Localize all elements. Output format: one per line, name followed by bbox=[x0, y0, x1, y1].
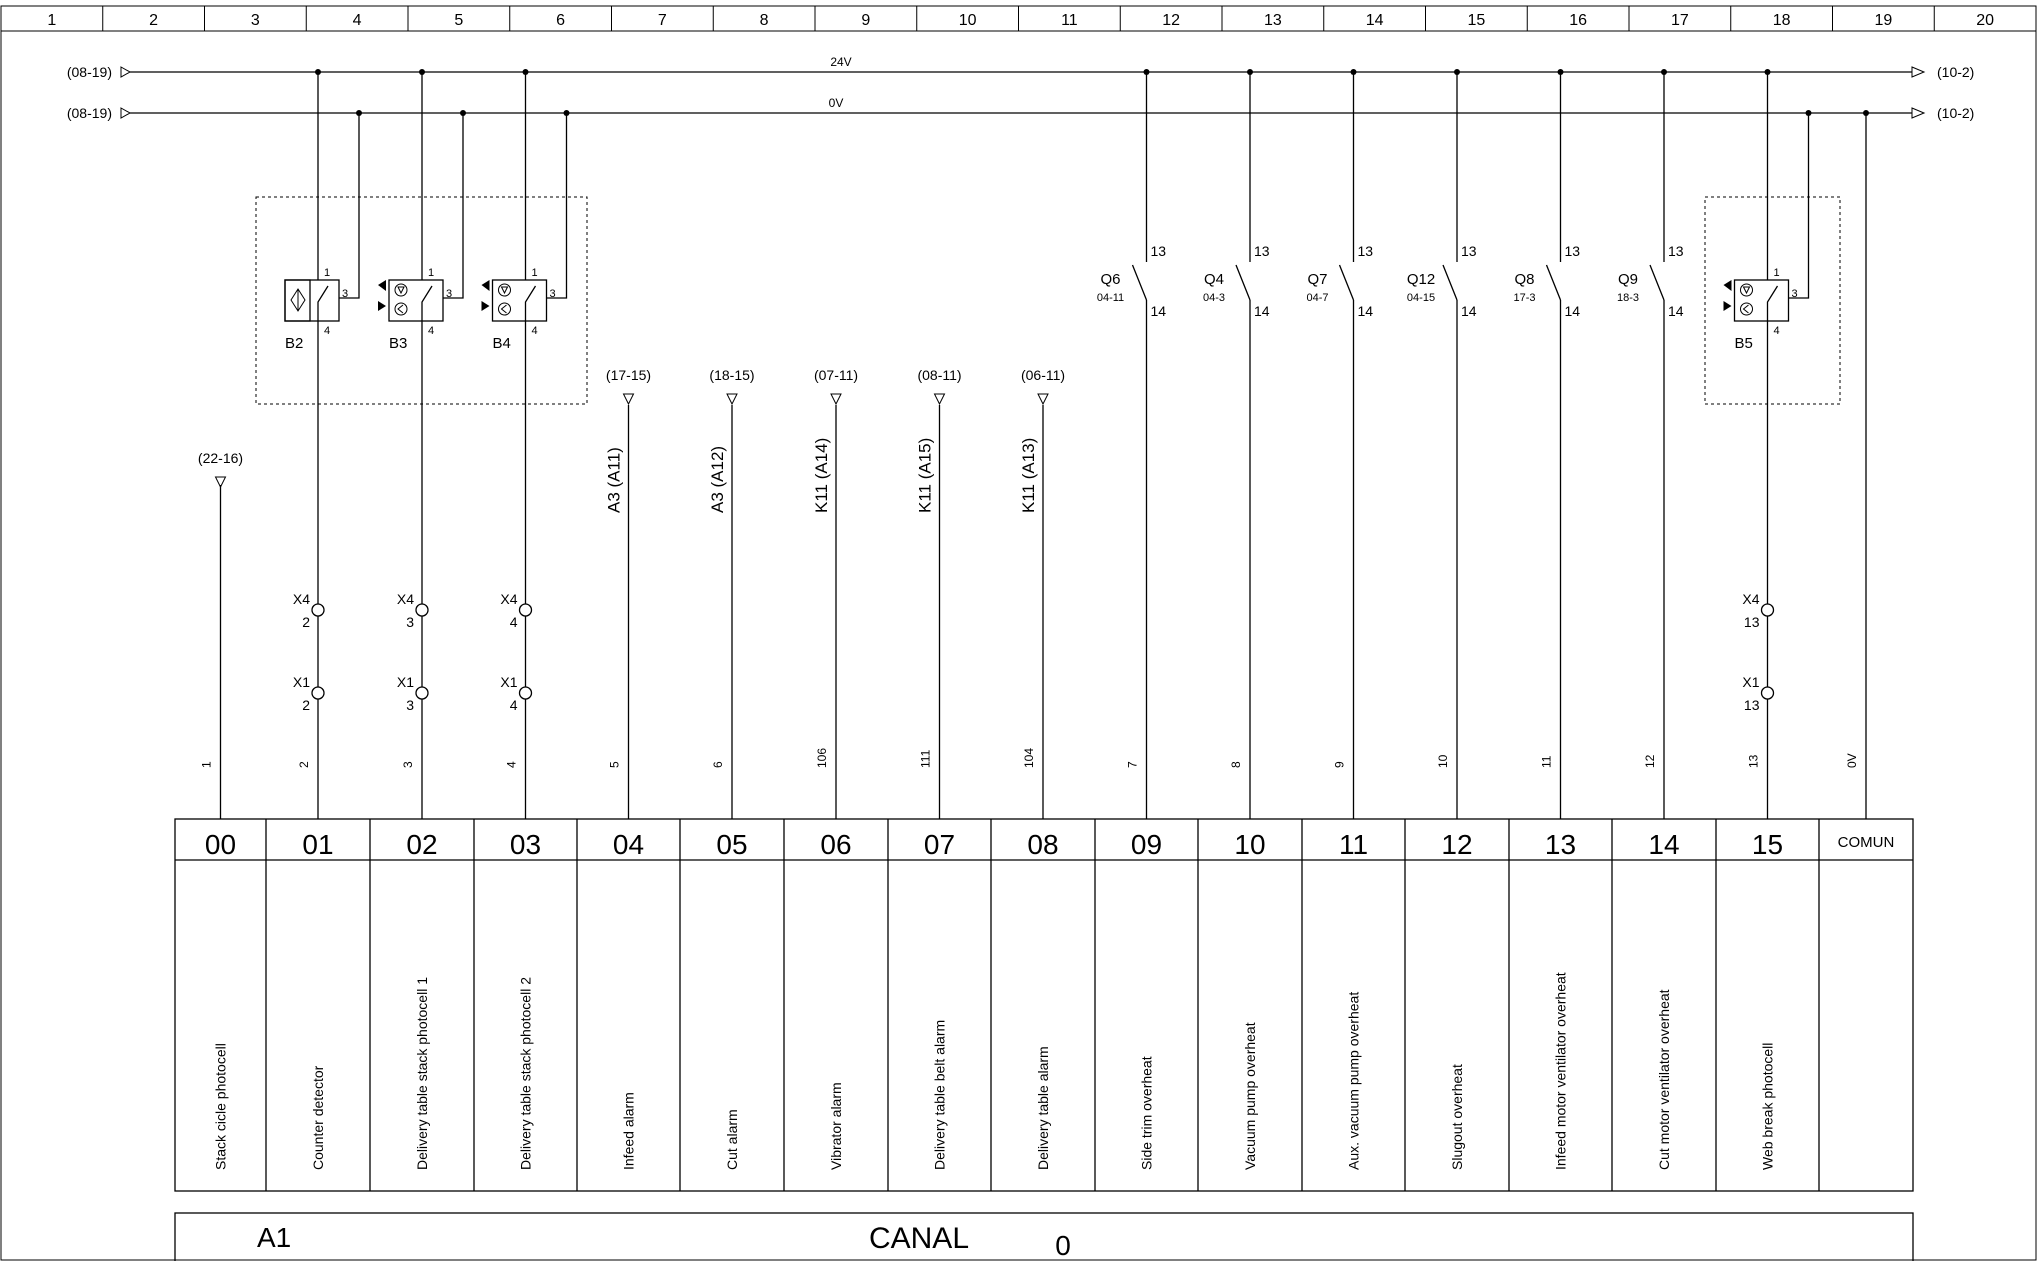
photocell-receiver-arrow-icon bbox=[378, 301, 386, 311]
photocell-emitter-glyph bbox=[502, 287, 508, 293]
cross-reference-arrow-icon bbox=[1038, 394, 1048, 404]
breaker-q7 bbox=[1306, 243, 1373, 319]
terminal-x1 bbox=[1742, 674, 1773, 713]
terminal-x1 bbox=[500, 674, 531, 713]
breaker-ref: 04-11 bbox=[1096, 292, 1125, 304]
rail-24v-label: 24V bbox=[830, 55, 852, 69]
plc-channel-description: Stack cicle photocell bbox=[212, 1043, 229, 1170]
breaker-tag: Q8 bbox=[1514, 271, 1535, 288]
wire-number: 9 bbox=[1332, 761, 1347, 768]
wire-number: 104 bbox=[1022, 747, 1036, 768]
breaker-pin-bottom: 14 bbox=[1254, 303, 1270, 319]
sensor-pin-label: 4 bbox=[324, 325, 331, 337]
column-number: 5 bbox=[454, 12, 464, 29]
cross-reference bbox=[1019, 367, 1065, 513]
rail-24v-ref-out: (10-2) bbox=[1937, 64, 1975, 80]
wire-sensor-0v bbox=[443, 113, 463, 298]
column-number: 6 bbox=[556, 12, 566, 29]
cross-reference-label: (17-15) bbox=[605, 367, 652, 383]
plc-channel-description: Web break photocell bbox=[1759, 1042, 1776, 1170]
breaker-tag: Q6 bbox=[1100, 271, 1121, 288]
breaker-pin-top: 13 bbox=[1150, 243, 1167, 259]
breaker-ref: 04-7 bbox=[1306, 292, 1329, 304]
breaker-tag: Q12 bbox=[1406, 271, 1436, 288]
terminal-number: 3 bbox=[406, 614, 414, 630]
column-number: 11 bbox=[1061, 12, 1078, 29]
wire-number: 4 bbox=[504, 761, 519, 768]
plc-channel-number: 08 bbox=[1027, 829, 1059, 860]
terminal-x1 bbox=[293, 674, 324, 713]
wire-number: 106 bbox=[815, 747, 829, 768]
breaker-q8 bbox=[1513, 243, 1580, 319]
terminal-x4 bbox=[397, 591, 428, 630]
terminal-strip: X1 bbox=[292, 674, 310, 690]
sensor-output-contact bbox=[318, 286, 328, 321]
wire-sensor-0v bbox=[547, 113, 567, 298]
terminal-circle bbox=[312, 687, 324, 699]
breaker-pin-top: 13 bbox=[1564, 243, 1581, 259]
cross-references-layer bbox=[198, 367, 1065, 513]
breaker-ref: 04-3 bbox=[1202, 292, 1226, 304]
breaker-q6 bbox=[1097, 243, 1166, 319]
cross-reference-label: (06-11) bbox=[1020, 367, 1066, 383]
sensor-pin-label: 4 bbox=[1773, 325, 1780, 337]
column-number: 15 bbox=[1467, 12, 1486, 29]
plc-channel-description: Slugout overheat bbox=[1449, 1064, 1465, 1170]
sensor-body bbox=[493, 280, 547, 321]
plc-channel-number: 07 bbox=[923, 829, 956, 860]
wire-number: 7 bbox=[1125, 761, 1140, 768]
sensor-pin-label: 1 bbox=[428, 267, 435, 279]
terminal-strip: X1 bbox=[396, 674, 414, 690]
wire-number: 0V bbox=[1845, 753, 1859, 768]
terminal-number: 13 bbox=[1743, 697, 1760, 713]
sensor-output-contact bbox=[1768, 286, 1778, 321]
photocell-emitter-arrow-icon bbox=[482, 280, 490, 291]
photocell-receiver-arrow-icon bbox=[482, 301, 490, 311]
column-number: 9 bbox=[861, 12, 871, 29]
column-number: 7 bbox=[657, 12, 667, 29]
breaker-tag: Q4 bbox=[1203, 271, 1225, 288]
junction-dot bbox=[1661, 69, 1667, 75]
breaker-contact bbox=[1547, 265, 1561, 300]
terminal-strip: X4 bbox=[396, 591, 414, 607]
plc-module-channel: 0 bbox=[1055, 1230, 1071, 1261]
column-number: 2 bbox=[149, 12, 159, 29]
photocell-emitter-icon bbox=[1741, 284, 1753, 296]
cross-reference-device: A3 (A11) bbox=[604, 447, 624, 513]
cross-reference-device: K11 (A14) bbox=[812, 437, 831, 513]
plc-channel-number: 13 bbox=[1544, 829, 1577, 860]
plc-channel-description: Counter detector bbox=[310, 1065, 326, 1170]
plc-channel-number: 04 bbox=[612, 829, 645, 860]
photocell-emitter-arrow-icon bbox=[1724, 280, 1732, 291]
terminal-number: 2 bbox=[302, 614, 310, 630]
cross-reference bbox=[605, 367, 652, 513]
photocell-receiver-arrow-icon bbox=[1724, 301, 1732, 311]
cross-reference-label: (07-11) bbox=[813, 367, 859, 383]
terminal-number: 3 bbox=[406, 697, 414, 713]
breaker-ref: 17-3 bbox=[1513, 292, 1536, 304]
junction-dot bbox=[1454, 69, 1460, 75]
sensor-output-contact bbox=[526, 286, 536, 321]
terminal-strip: X1 bbox=[500, 674, 518, 690]
terminal-circle bbox=[312, 604, 324, 616]
plc-channel-number: 14 bbox=[1648, 829, 1680, 860]
terminals-layer bbox=[293, 591, 1774, 713]
photocell-emitter-arrow-icon bbox=[378, 280, 386, 291]
breaker-pin-bottom: 14 bbox=[1150, 303, 1167, 319]
junction-dot bbox=[1247, 69, 1253, 75]
sensor-tag: B4 bbox=[492, 335, 511, 352]
plc-channel-columns bbox=[205, 819, 1894, 1191]
sensor-tag: B3 bbox=[389, 335, 408, 352]
column-number: 10 bbox=[958, 12, 977, 29]
terminal-circle bbox=[416, 687, 428, 699]
plc-input-module bbox=[175, 819, 1913, 1261]
terminal-strip: X4 bbox=[500, 591, 518, 607]
sensor-tag: B2 bbox=[285, 335, 304, 352]
cross-reference bbox=[916, 367, 962, 513]
photocell-receiver-glyph bbox=[398, 305, 403, 313]
cross-reference-label: (22-16) bbox=[197, 450, 244, 466]
wire-number: 3 bbox=[401, 761, 415, 768]
plc-channel-description: Vacuum pump overheat bbox=[1242, 1022, 1258, 1170]
breaker-pin-top: 13 bbox=[1668, 243, 1684, 259]
plc-channel-number: 00 bbox=[204, 829, 237, 860]
plc-channel-description: Side trim overheat bbox=[1138, 1056, 1155, 1170]
wiring-layer bbox=[221, 69, 1870, 819]
terminal-x4 bbox=[293, 591, 324, 630]
plc-channel-description: Cut motor ventilator overheat bbox=[1656, 989, 1672, 1170]
sensor-pin-label: 3 bbox=[342, 288, 349, 300]
junction-dot bbox=[1765, 69, 1771, 75]
rail-0v bbox=[67, 96, 1975, 121]
sensor-b5 bbox=[1724, 267, 1798, 352]
breaker-contact bbox=[1133, 265, 1147, 300]
sensor-output-contact bbox=[422, 286, 432, 321]
terminal-circle bbox=[1762, 687, 1774, 699]
column-number: 8 bbox=[759, 12, 769, 29]
photocell-receiver-icon bbox=[1741, 303, 1753, 315]
sensor-pin-label: 4 bbox=[531, 325, 538, 337]
wire-sensor-0v bbox=[1789, 113, 1809, 298]
terminal-strip: X4 bbox=[292, 591, 310, 607]
breaker-pin-bottom: 14 bbox=[1564, 303, 1581, 319]
breaker-tag: Q7 bbox=[1307, 271, 1328, 288]
photocell-receiver-icon bbox=[499, 303, 511, 315]
wire-number: 6 bbox=[711, 761, 725, 768]
cross-reference-device: K11 (A13) bbox=[1019, 437, 1038, 513]
plc-channel-description: Aux. vacuum pump overheat bbox=[1345, 991, 1362, 1170]
terminal-strip: X4 bbox=[1742, 591, 1760, 607]
photocell-emitter-glyph bbox=[1744, 287, 1750, 293]
column-header bbox=[47, 6, 1994, 31]
breaker-pin-top: 13 bbox=[1357, 243, 1374, 259]
column-number: 16 bbox=[1569, 12, 1588, 29]
terminal-circle bbox=[1762, 604, 1774, 616]
cross-reference-arrow-icon bbox=[624, 394, 634, 404]
breaker-tag: Q9 bbox=[1617, 271, 1639, 288]
plc-channel-description: Infeed motor ventilator overheat bbox=[1552, 972, 1569, 1170]
plc-channel-description: Vibrator alarm bbox=[828, 1082, 844, 1170]
wire-number: 11 bbox=[1539, 755, 1554, 768]
plc-channel-number: 03 bbox=[509, 829, 542, 860]
plc-module-tag: A1 bbox=[257, 1222, 292, 1253]
breakers-layer bbox=[1097, 243, 1684, 319]
sensor-b2 bbox=[285, 267, 348, 352]
sensor-body bbox=[285, 280, 339, 321]
photocell-receiver-glyph bbox=[502, 305, 507, 313]
junction-dot bbox=[523, 69, 529, 75]
terminal-circle bbox=[520, 687, 532, 699]
sensor-body bbox=[389, 280, 443, 321]
plc-channel-number: 09 bbox=[1130, 829, 1163, 860]
wire-number: 8 bbox=[1229, 761, 1243, 768]
sensor-pin-label: 1 bbox=[324, 267, 331, 279]
plc-channel-description: Delivery table alarm bbox=[1035, 1046, 1051, 1170]
junction-dot bbox=[1351, 69, 1357, 75]
plc-channel-number: 11 bbox=[1338, 829, 1369, 860]
rail-24v-ref-in: (08-19) bbox=[66, 64, 112, 80]
breaker-contact bbox=[1443, 265, 1457, 300]
wire-number: 1 bbox=[199, 761, 214, 768]
plc-channel-description: Delivery table belt alarm bbox=[931, 1019, 948, 1170]
terminal-strip: X1 bbox=[1742, 674, 1760, 690]
breaker-q4 bbox=[1203, 243, 1270, 319]
sensor-pin-label: 1 bbox=[531, 267, 538, 279]
column-number: 3 bbox=[250, 12, 260, 29]
column-number: 14 bbox=[1365, 12, 1384, 29]
terminal-x4 bbox=[500, 591, 531, 630]
column-number: 1 bbox=[47, 12, 57, 29]
breaker-q12 bbox=[1407, 243, 1477, 319]
sensor-body bbox=[1735, 280, 1789, 321]
terminal-circle bbox=[416, 604, 428, 616]
breaker-pin-bottom: 14 bbox=[1668, 303, 1684, 319]
junction-dot bbox=[1144, 69, 1150, 75]
breaker-contact bbox=[1236, 265, 1250, 300]
terminal-x1 bbox=[397, 674, 428, 713]
wire-numbers-layer bbox=[200, 748, 1860, 768]
sensor-b3 bbox=[378, 267, 452, 352]
plc-channel-description: Infeed alarm bbox=[620, 1092, 637, 1170]
plc-channel-description: Delivery table stack photocell 2 bbox=[517, 977, 534, 1170]
wire-sensor-0v bbox=[339, 113, 359, 298]
breaker-pin-top: 13 bbox=[1254, 243, 1270, 259]
wire-number: 13 bbox=[1746, 754, 1761, 768]
plc-channel-number: 02 bbox=[406, 829, 438, 860]
terminal-number: 2 bbox=[302, 697, 310, 713]
wire-number: 12 bbox=[1643, 754, 1657, 768]
sensor-pin-label: 1 bbox=[1773, 267, 1780, 279]
wire-number: 5 bbox=[607, 761, 622, 768]
rail-0v-label: 0V bbox=[828, 96, 844, 110]
plc-channel-number: 15 bbox=[1751, 829, 1784, 860]
terminal-circle bbox=[520, 604, 532, 616]
cross-reference bbox=[812, 367, 858, 513]
breaker-contact bbox=[1650, 265, 1664, 300]
wire-number: 2 bbox=[297, 761, 311, 768]
plc-module-footer bbox=[175, 1213, 1913, 1261]
column-number: 20 bbox=[1976, 12, 1995, 29]
column-number: 18 bbox=[1772, 12, 1791, 29]
breaker-pin-bottom: 14 bbox=[1461, 303, 1477, 319]
photocell-receiver-icon bbox=[395, 303, 407, 315]
sensor-pin-label: 3 bbox=[446, 288, 453, 300]
junction-dot bbox=[1863, 110, 1869, 116]
cross-reference-device: A3 (A12) bbox=[708, 445, 727, 513]
breaker-pin-top: 13 bbox=[1461, 243, 1477, 259]
cross-reference bbox=[708, 367, 755, 513]
breaker-ref: 18-3 bbox=[1616, 292, 1640, 304]
photocell-emitter-icon bbox=[395, 284, 407, 296]
breaker-q9 bbox=[1617, 243, 1684, 319]
cross-reference-arrow-icon bbox=[831, 394, 841, 404]
wire-number: 111 bbox=[918, 749, 933, 768]
plc-channel-number: COMUN bbox=[1837, 834, 1895, 851]
plc-module-title: CANAL bbox=[868, 1222, 970, 1255]
rail-24v bbox=[67, 55, 1975, 80]
sensor-pin-label: 4 bbox=[428, 325, 435, 337]
plc-channel-number: 05 bbox=[716, 829, 748, 860]
plc-channel-number: 10 bbox=[1234, 829, 1266, 860]
column-number: 19 bbox=[1874, 12, 1893, 29]
terminal-number: 4 bbox=[509, 697, 518, 713]
drawing-frame bbox=[1, 6, 2036, 1260]
photocell-emitter-icon bbox=[499, 284, 511, 296]
cross-reference bbox=[198, 450, 243, 487]
breaker-pin-bottom: 14 bbox=[1357, 303, 1374, 319]
rail-0v-ref-out: (10-2) bbox=[1937, 105, 1975, 121]
plc-channel-number: 06 bbox=[820, 829, 852, 860]
photocell-receiver-glyph bbox=[1744, 305, 1749, 313]
sensor-tag: B5 bbox=[1734, 335, 1753, 352]
cross-reference-device: K11 (A15) bbox=[915, 437, 935, 513]
cross-reference-arrow-icon bbox=[935, 394, 945, 404]
sensor-pin-label: 3 bbox=[1791, 288, 1798, 300]
plc-channel-number: 12 bbox=[1441, 829, 1473, 860]
cross-reference-arrow-icon bbox=[727, 394, 737, 404]
column-number: 12 bbox=[1162, 12, 1181, 29]
plc-channel-description: Delivery table stack photocell 1 bbox=[414, 977, 430, 1170]
column-number: 4 bbox=[352, 12, 362, 29]
terminal-x4 bbox=[1742, 591, 1773, 630]
junction-dot bbox=[419, 69, 425, 75]
rail-0v-ref-in: (08-19) bbox=[66, 105, 112, 121]
cross-reference-label: (08-11) bbox=[917, 367, 962, 383]
column-number: 13 bbox=[1263, 12, 1282, 29]
terminal-number: 13 bbox=[1743, 614, 1760, 630]
sensor-b4 bbox=[482, 267, 556, 352]
photocell-emitter-glyph bbox=[398, 287, 404, 293]
breaker-contact bbox=[1340, 265, 1354, 300]
cross-reference-label: (18-15) bbox=[709, 367, 755, 383]
column-number: 17 bbox=[1670, 12, 1689, 29]
junction-dot bbox=[1558, 69, 1564, 75]
junction-dot bbox=[315, 69, 321, 75]
wire-number: 10 bbox=[1436, 754, 1450, 768]
sensor-enclosure-b5 bbox=[1705, 197, 1840, 404]
plc-channel-description: Cut alarm bbox=[724, 1109, 740, 1170]
plc-channel-number: 01 bbox=[302, 829, 334, 860]
breaker-ref: 04-15 bbox=[1406, 292, 1436, 304]
terminal-number: 4 bbox=[509, 614, 518, 630]
sensor-pin-label: 3 bbox=[549, 288, 556, 300]
